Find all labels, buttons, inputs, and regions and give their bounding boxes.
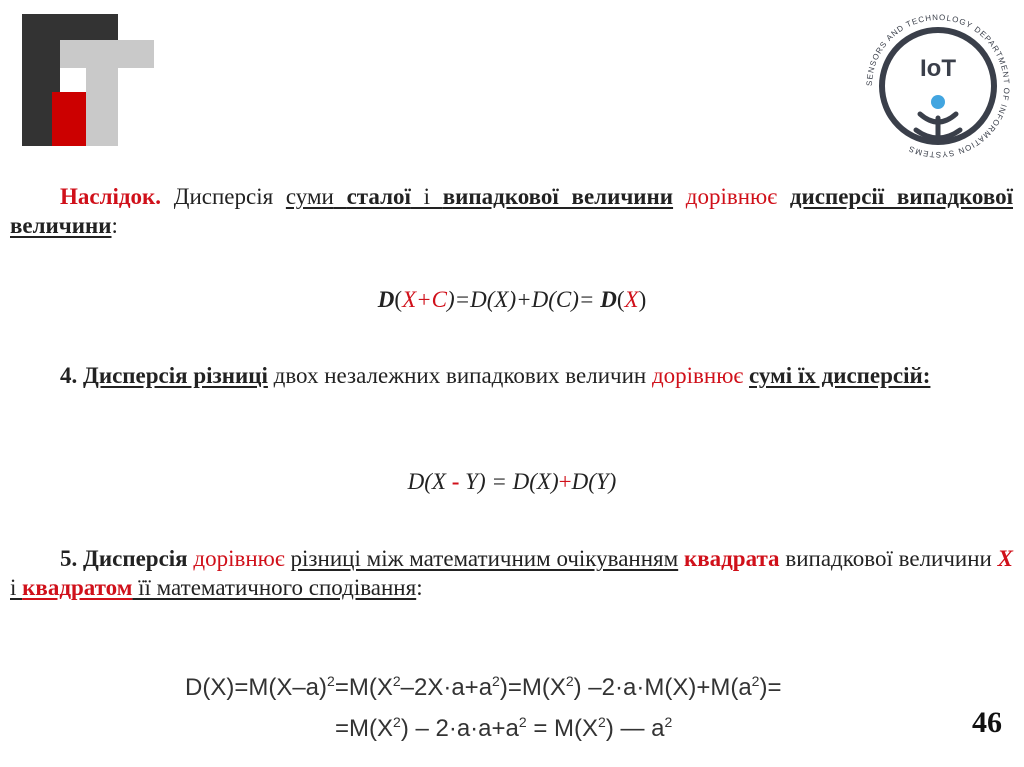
text-sum: суми bbox=[285, 184, 334, 209]
text: і bbox=[10, 575, 23, 600]
f3-sup: 2 bbox=[518, 714, 527, 730]
text-square: квадрата bbox=[683, 546, 780, 571]
f1-paren: ( bbox=[394, 287, 403, 312]
f3-sup: 2 bbox=[327, 673, 335, 689]
property-number: 4. bbox=[60, 363, 78, 388]
f3-part: )= bbox=[759, 674, 782, 701]
formula-line-2 bbox=[185, 705, 781, 746]
text bbox=[673, 184, 686, 209]
f1-x: X bbox=[624, 287, 639, 312]
page-number: 46 bbox=[972, 706, 1002, 739]
corollary-paragraph bbox=[10, 182, 1013, 240]
f1-d2: D bbox=[600, 287, 617, 312]
text-variance: дисперсії випадкової величини bbox=[10, 184, 1014, 238]
f2-minus: - bbox=[451, 469, 460, 494]
text-x: X bbox=[997, 546, 1013, 571]
f3-sup: 2 bbox=[565, 673, 574, 689]
text-constant: сталої bbox=[346, 184, 411, 209]
f2-part: D(Y) bbox=[571, 469, 617, 494]
text: її математичного сподівання bbox=[132, 575, 417, 600]
property-5-paragraph bbox=[10, 544, 1013, 602]
f3-sup: 2 bbox=[392, 673, 401, 689]
f3-sup: 2 bbox=[492, 673, 500, 689]
text-equals: дорівнює bbox=[651, 363, 744, 388]
text: і bbox=[410, 184, 443, 209]
f3-part: ) — a bbox=[605, 715, 665, 742]
f2-part: Y) = D(X) bbox=[459, 469, 559, 494]
formula-constant-sum bbox=[0, 287, 1024, 313]
text-variance-difference: Дисперсія різниці bbox=[83, 363, 268, 388]
text-variance: Дисперсія bbox=[83, 546, 188, 571]
formula-line-1 bbox=[185, 664, 781, 705]
f3-part: ) –2·a·M(X)+M(a bbox=[573, 674, 752, 701]
f1-d: D bbox=[377, 287, 395, 312]
f1-xc: X+C bbox=[402, 287, 447, 312]
f3-part: ) – 2·a·a+a bbox=[400, 715, 519, 742]
text: випадкової величини bbox=[779, 546, 998, 571]
text bbox=[334, 184, 347, 209]
text bbox=[777, 184, 790, 209]
f3-part: =M(X bbox=[335, 715, 394, 742]
f3-sup: 2 bbox=[393, 714, 401, 730]
f3-part: D(X)=M(X–a) bbox=[185, 674, 328, 701]
iot-department-logo bbox=[858, 6, 1018, 166]
corollary-label: Наслідок. bbox=[60, 184, 162, 209]
text-difference-expectation: різниці між математичним очікуванням bbox=[290, 546, 679, 571]
formula-difference bbox=[0, 469, 1024, 495]
property-number: 5. bbox=[60, 546, 78, 571]
f3-part: )=M(X bbox=[499, 674, 566, 701]
text: : bbox=[111, 213, 118, 238]
text-squared: квадратом bbox=[22, 575, 133, 600]
text-sum-of-variances: сумі їх дисперсій: bbox=[749, 363, 931, 388]
f1-mid: )=D(X)+D(C)= bbox=[446, 287, 601, 312]
text-equals: дорівнює bbox=[685, 184, 778, 209]
f3-part: = M(X bbox=[526, 715, 599, 742]
text-random-variable: випадкової величини bbox=[442, 184, 674, 209]
text: : bbox=[416, 575, 423, 600]
logo-iot-text: IoT bbox=[920, 55, 956, 82]
ft-logo bbox=[22, 14, 154, 146]
text: Дисперсія bbox=[161, 184, 286, 209]
f3-sup: 2 bbox=[598, 714, 606, 730]
f3-sup: 2 bbox=[751, 673, 760, 689]
f3-part: =M(X bbox=[334, 674, 393, 701]
f2-plus: + bbox=[558, 469, 572, 494]
text: двох незалежних випадкових величин bbox=[267, 363, 652, 388]
property-4-paragraph bbox=[10, 361, 1013, 390]
f3-sup: 2 bbox=[664, 714, 673, 730]
logo-ring-text: SENSORS AND TECHNOLOGY DEPARTMENT OF INFORMATION SYSTEMS bbox=[864, 12, 1012, 160]
formula-variance-expansion bbox=[185, 664, 781, 746]
text-equals: дорівнює bbox=[193, 546, 285, 571]
f1-paren2: ( bbox=[616, 287, 625, 312]
f1-paren3: ) bbox=[638, 287, 647, 312]
f2-part: D(X bbox=[407, 469, 452, 494]
f3-part: –2X·a+a bbox=[400, 674, 493, 701]
